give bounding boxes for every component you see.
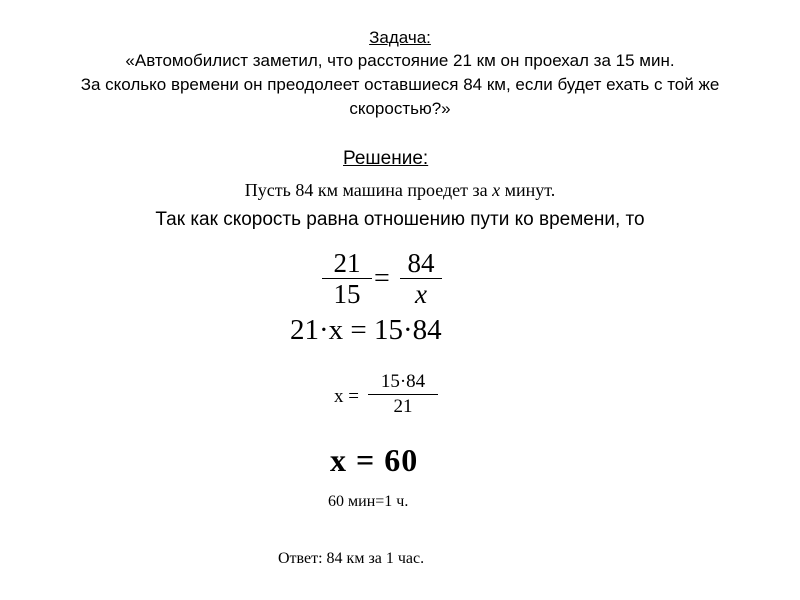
eq2: 21·x = 15·84 <box>290 314 442 346</box>
let-variable: x <box>492 180 501 200</box>
eq1-right-denominator: x <box>415 279 427 309</box>
eq1-left-fraction <box>322 248 372 309</box>
eq1-left-denominator: 15 <box>333 279 361 309</box>
eq1-right-numerator: 84 <box>407 248 435 278</box>
let-suffix: минут. <box>504 180 556 200</box>
eq1-equals: = <box>374 263 390 294</box>
conversion-note: 60 мин=1 ч. <box>328 493 409 510</box>
eq3-numerator: 15·84 <box>380 371 426 392</box>
eq3-denominator: 21 <box>393 396 413 417</box>
eq1-left-numerator: 21 <box>333 248 361 278</box>
task-line-1: «Автомобилист заметил, что расстояние 21 км он проехал за 15 мин. <box>125 51 675 70</box>
solution-title: Решение: <box>343 148 429 169</box>
task-line-2: За сколько времени он преодолеет оставшиеся 84 км, если будет ехать с той же <box>80 75 720 94</box>
speed-statement: Так как скорость равна отношению пути ко времени, то <box>155 209 645 230</box>
eq1-right-fraction <box>400 248 442 309</box>
task-title: Задача: <box>369 28 431 47</box>
eq4: x = 60 <box>330 442 419 478</box>
let-statement <box>0 180 800 201</box>
eq3-fraction <box>368 370 438 419</box>
task-line-3: скоростью?» <box>349 99 451 118</box>
answer: Ответ: 84 км за 1 час. <box>278 550 425 567</box>
eq3-lhs: x = <box>334 386 359 407</box>
let-prefix: Пусть 84 км машина проедет за <box>244 180 488 200</box>
